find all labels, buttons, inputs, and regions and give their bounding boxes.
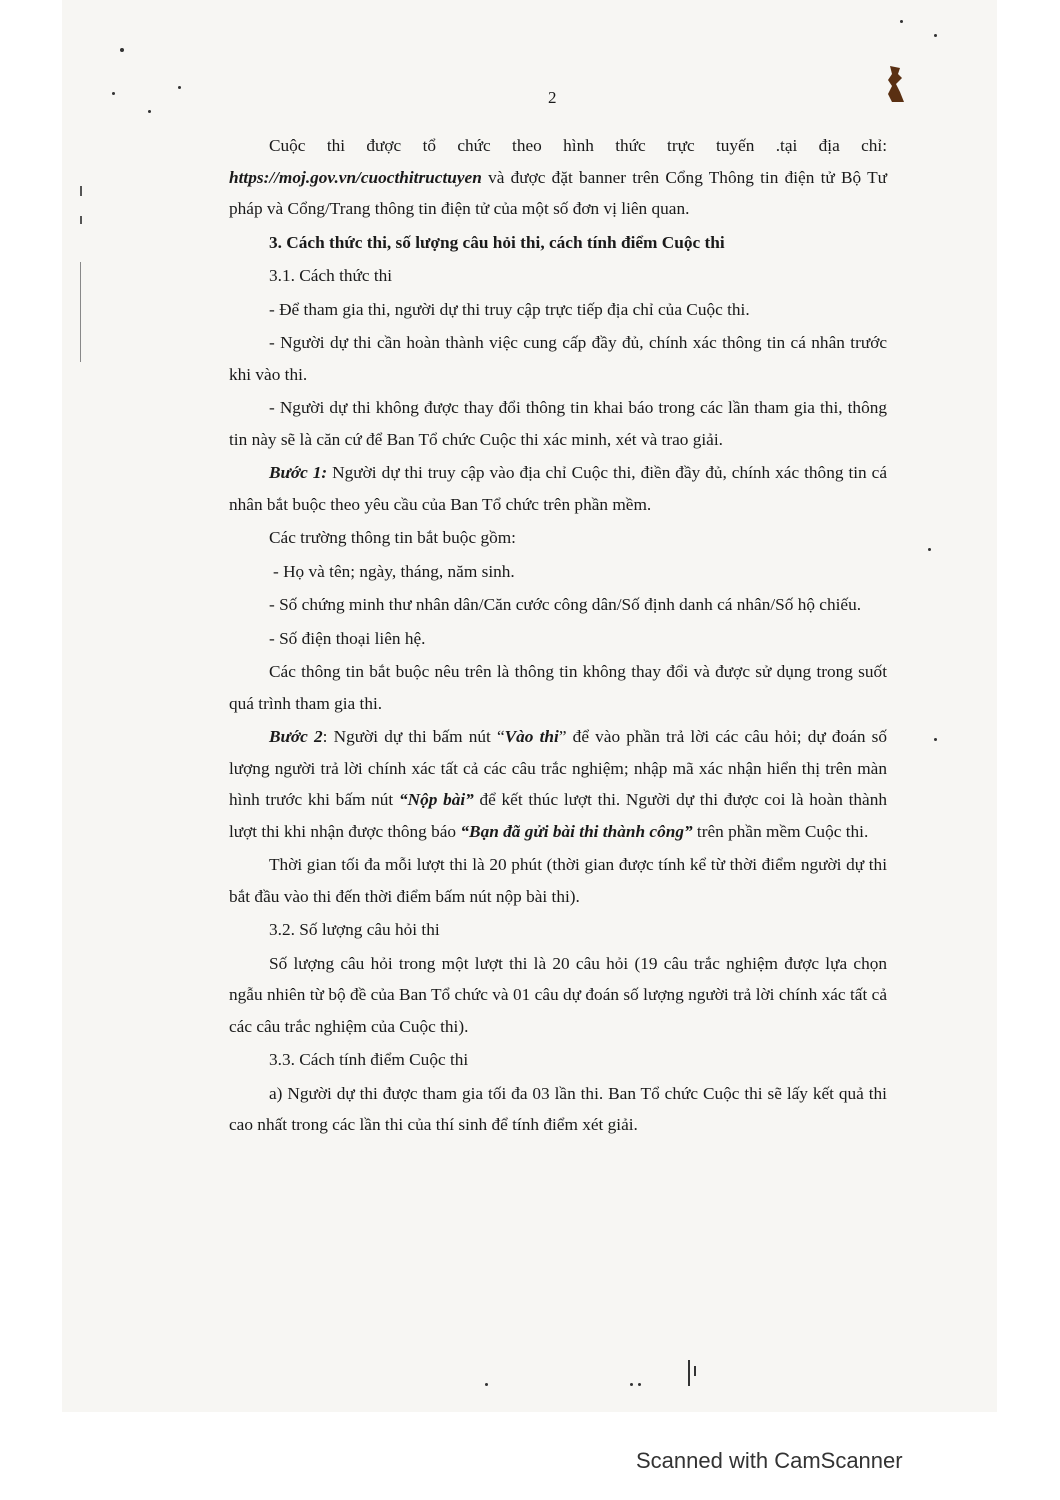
success-message: “Bạn đã gửi bài thi thành công” bbox=[460, 821, 693, 841]
page-number: 2 bbox=[548, 88, 557, 107]
required-field: - Số chứng minh thư nhân dân/Căn cước công dân/Số định danh cá nhân/Số hộ chiếu. bbox=[269, 595, 862, 614]
scan-speck bbox=[148, 110, 151, 113]
scoring-rule-a: a) Người dự thi được tham gia tối đa 03 lần thi. Ban Tổ chức Cuộc thi sẽ lấy kết quả thi cao nhất trong các lần thi của thí sinh để tính điểm xét giải. bbox=[229, 1083, 887, 1134]
paragraph-venue bbox=[229, 130, 887, 225]
document-body bbox=[229, 130, 887, 1143]
scan-speck bbox=[934, 738, 937, 741]
required-note: Các thông tin bắt buộc nêu trên là thông tin không thay đổi và được sử dụng trong suốt quá trình tham gia thi. bbox=[229, 662, 887, 713]
venue-text-cont: và được đặt banner trên Cổng Thông tin điện tử Bộ Tư pháp và Cổng/Trang thông tin điện tử của một số đơn vị liên quan. bbox=[229, 167, 887, 218]
scan-speck bbox=[934, 34, 937, 37]
question-count: Số lượng câu hỏi trong một lượt thi là 20 câu hỏi (19 câu trắc nghiệm được lựa chọn ngẫu nhiên từ bộ đề của Ban Tổ chức và 01 câu dự đoán số lượng người trả lời chính xác tất cả các câu trắc nghiệm của Cuộc thi). bbox=[229, 953, 887, 1036]
venue-text: Cuộc thi được tổ chức theo hình thức trực tuyến .tại địa chỉ: bbox=[269, 136, 887, 155]
scan-speck bbox=[630, 1383, 633, 1386]
subsection-heading-3-1: 3.1. Cách thức thi bbox=[269, 266, 393, 285]
step-1-label: Bước 1: bbox=[269, 463, 328, 482]
subsection-heading-3-3: 3.3. Cách tính điểm Cuộc thi bbox=[269, 1050, 469, 1069]
bullet-item: - Để tham gia thi, người dự thi truy cập trực tiếp địa chỉ của Cuộc thi. bbox=[269, 299, 750, 319]
step-2 bbox=[229, 721, 887, 847]
bullet-item: - Người dự thi cần hoàn thành việc cung cấp đầy đủ, chính xác thông tin cá nhân trước khi vào thi. bbox=[229, 333, 887, 384]
step-2-text: : Người dự thi bấm nút “ bbox=[322, 727, 505, 746]
contest-url[interactable]: https://moj.gov.vn/cuocthitructuyen bbox=[229, 167, 482, 187]
step-2-label: Bước 2 bbox=[269, 727, 323, 746]
margin-mark bbox=[80, 186, 82, 196]
bullet-item: - Người dự thi không được thay đổi thông tin khai báo trong các lần tham gia thi, thông tin này sẽ là căn cứ để Ban Tổ chức Cuộc thi xác minh, xét và trao giải. bbox=[229, 398, 887, 449]
step-1 bbox=[229, 457, 887, 520]
subsection-heading-3-2: 3.2. Số lượng câu hỏi thi bbox=[269, 920, 440, 939]
time-limit: Thời gian tối đa mỗi lượt thi là 20 phút (thời gian được tính kể từ thời điểm người dự thi bắt đầu vào thi đến thời điểm bấm nút nộp bài thi). bbox=[229, 855, 887, 906]
corner-stain bbox=[884, 64, 906, 104]
margin-mark bbox=[694, 1366, 696, 1376]
step-2-text: ” để vào phần trả lời các câu hỏi; dự đoán số lượng người trả lời chính xác tất cả các câu trắc nghiệm; nhập mã xác nhận hiển thị trên màn hình trước khi bấm nút bbox=[229, 727, 888, 809]
step-2-text: trên phần mềm Cuộc thi. bbox=[692, 821, 869, 841]
required-fields-intro: Các trường thông tin bắt buộc gồm: bbox=[269, 528, 516, 547]
scan-speck bbox=[638, 1383, 641, 1386]
scan-speck bbox=[112, 92, 115, 95]
scan-speck bbox=[900, 20, 903, 23]
required-field: - Số điện thoại liên hệ. bbox=[269, 628, 426, 648]
section-heading-3: 3. Cách thức thi, số lượng câu hỏi thi, cách tính điểm Cuộc thi bbox=[269, 232, 725, 252]
submit-label: “Nộp bài” bbox=[398, 790, 474, 809]
required-field: - Họ và tên; ngày, tháng, năm sinh. bbox=[273, 561, 515, 581]
scan-speck bbox=[178, 86, 181, 89]
scan-speck bbox=[928, 548, 931, 551]
enter-exam-label: Vào thi bbox=[504, 727, 559, 746]
scan-speck bbox=[485, 1383, 488, 1386]
step-1-text: Người dự thi truy cập vào địa chỉ Cuộc thi, điền đầy đủ, chính xác thông tin cá nhân bắt buộc theo yêu cầu của Ban Tổ chức trên phần mềm. bbox=[229, 463, 888, 514]
scanner-watermark: Scanned with CamScanner bbox=[636, 1448, 903, 1473]
scan-speck bbox=[120, 48, 124, 52]
margin-mark bbox=[688, 1360, 690, 1386]
step-2-text: để kết thúc lượt thi. Người dự thi được coi là hoàn thành lượt thi khi nhận được thông báo bbox=[229, 790, 887, 841]
margin-mark bbox=[80, 262, 81, 362]
margin-mark bbox=[80, 216, 82, 224]
